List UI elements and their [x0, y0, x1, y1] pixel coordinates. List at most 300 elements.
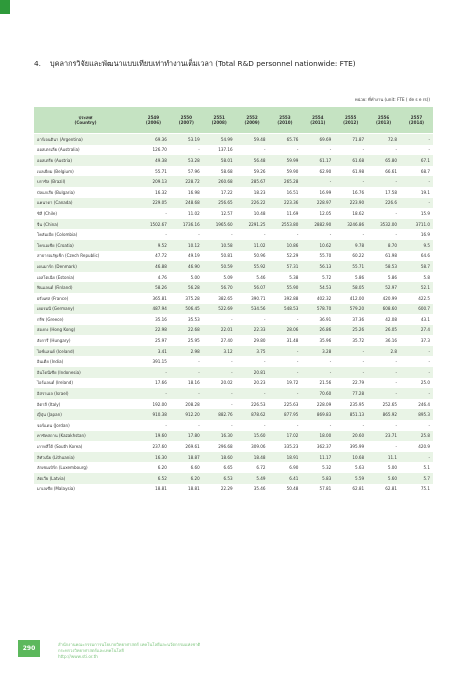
value-cell: 56.48	[236, 155, 269, 166]
table-row	[34, 431, 433, 442]
value-cell: 75.1	[400, 484, 433, 495]
value-cell: 3.75	[236, 346, 269, 357]
country-cell: ออสเตรเลีย (Australia)	[34, 145, 137, 156]
value-cell: 506.45	[170, 304, 203, 315]
value-cell: 2291.25	[236, 219, 269, 230]
value-cell: 851.13	[334, 409, 367, 420]
value-cell: 608.60	[367, 304, 400, 315]
column-header-year	[400, 107, 433, 134]
value-cell: 11.02	[236, 240, 269, 251]
value-cell: 5.49	[236, 473, 269, 484]
value-cell: 228.72	[170, 176, 203, 187]
column-header-year	[367, 107, 400, 134]
value-cell: 208.28	[170, 399, 203, 410]
value-cell: -	[236, 145, 269, 156]
column-header-line2: (2012)	[343, 120, 359, 125]
column-header-line2: (Country)	[74, 120, 97, 125]
column-header-line2: (2009)	[244, 120, 260, 125]
value-cell: 22.98	[137, 325, 170, 336]
value-cell: 16.30	[137, 452, 170, 463]
value-cell: 309.06	[236, 441, 269, 452]
value-cell: -	[367, 208, 400, 219]
value-cell: 26.86	[301, 325, 334, 336]
value-cell: 5.59	[334, 473, 367, 484]
value-cell: 223.90	[334, 198, 367, 209]
value-cell: 1736.16	[170, 219, 203, 230]
value-cell: -	[203, 314, 236, 325]
column-header-year	[236, 107, 269, 134]
value-cell: 600.7	[400, 304, 433, 315]
value-cell: 37.36	[334, 314, 367, 325]
value-cell: 548.53	[269, 304, 302, 315]
value-cell: 65.76	[269, 134, 302, 145]
value-cell: 17.22	[203, 187, 236, 198]
top-accent-bar	[0, 0, 10, 14]
value-cell: 10.62	[301, 240, 334, 251]
country-cell: อินโดนีเซีย (Indonesia)	[34, 367, 137, 378]
value-cell: 237.60	[137, 441, 170, 452]
value-cell: 869.83	[301, 409, 334, 420]
value-cell: 58.53	[367, 261, 400, 272]
value-cell: -	[269, 229, 302, 240]
table-row	[34, 229, 433, 240]
value-cell: 20.23	[236, 378, 269, 389]
value-cell: 57.81	[301, 484, 334, 495]
value-cell: -	[301, 420, 334, 431]
value-cell: 5.32	[301, 462, 334, 473]
value-cell: 71.87	[334, 134, 367, 145]
value-cell: 15.60	[236, 431, 269, 442]
value-cell: 47.72	[137, 251, 170, 262]
value-cell: 77.28	[334, 388, 367, 399]
value-cell: -	[203, 420, 236, 431]
column-header-line2: (2014)	[408, 120, 425, 125]
value-cell: 877.95	[269, 409, 302, 420]
value-cell: -	[269, 346, 302, 357]
value-cell: 17.66	[137, 378, 170, 389]
value-cell: -	[170, 388, 203, 399]
value-cell: 12.05	[301, 208, 334, 219]
value-cell: 55.90	[269, 282, 302, 293]
value-cell: 285.67	[236, 176, 269, 187]
value-cell: 11.02	[170, 208, 203, 219]
value-cell: 58.01	[203, 155, 236, 166]
value-cell: 1965.60	[203, 219, 236, 230]
value-cell: 10.86	[269, 240, 302, 251]
value-cell: 56.28	[170, 282, 203, 293]
value-cell: 59.90	[269, 166, 302, 177]
value-cell: -	[137, 420, 170, 431]
value-cell: -	[367, 145, 400, 156]
value-cell: 269.61	[170, 441, 203, 452]
country-cell: เยอรมนี (Germany)	[34, 304, 137, 315]
value-cell: -	[301, 176, 334, 187]
value-cell: -	[137, 229, 170, 240]
value-cell: 35.96	[301, 335, 334, 346]
value-cell: 53.19	[170, 134, 203, 145]
value-cell: 422.5	[400, 293, 433, 304]
table-row	[34, 335, 433, 346]
country-cell: อิตาลี (Italy)	[34, 399, 137, 410]
value-cell: 57.31	[269, 261, 302, 272]
value-cell: 59.48	[236, 134, 269, 145]
value-cell: -	[170, 229, 203, 240]
value-cell: 58.26	[137, 282, 170, 293]
value-cell: 5.7	[400, 473, 433, 484]
column-header-line2: (2008)	[211, 120, 227, 125]
column-header-line2: (2011)	[310, 120, 326, 125]
value-cell: 15.9	[400, 208, 433, 219]
value-cell: 72.8	[367, 134, 400, 145]
section-number: 4.	[34, 59, 41, 68]
table-row	[34, 441, 433, 452]
value-cell: 25.0	[400, 378, 433, 389]
value-cell: 395.99	[334, 441, 367, 452]
value-cell: 21.56	[301, 378, 334, 389]
value-cell: 878.62	[236, 409, 269, 420]
value-cell: 3.28	[301, 346, 334, 357]
value-cell: 61.17	[301, 155, 334, 166]
table-row	[34, 176, 433, 187]
value-cell: -	[301, 229, 334, 240]
value-cell: 49.19	[170, 251, 203, 262]
value-cell: 1502.67	[137, 219, 170, 230]
value-cell: 56.13	[301, 261, 334, 272]
column-header-line1: 2549	[147, 114, 160, 120]
country-cell: ญี่ปุ่น (Japan)	[34, 409, 137, 420]
value-cell: -	[334, 346, 367, 357]
value-cell: -	[170, 145, 203, 156]
section-title: บุคลากรวิจัยและพัฒนาแบบเทียบเท่าทำงานเต็มเวลา (Total R&D personnel nationwide: FTE)	[50, 59, 356, 68]
country-cell: โคลัมเบีย (Colombia)	[34, 229, 137, 240]
footer-url-link[interactable]: http://www.sti.or.th	[58, 654, 98, 659]
value-cell: 35.16	[137, 314, 170, 325]
value-cell: 265.28	[269, 176, 302, 187]
value-cell: 56.70	[203, 282, 236, 293]
value-cell: 335.23	[269, 441, 302, 452]
value-cell: 56.07	[236, 282, 269, 293]
country-cell: ไอร์แลนด์ (Ireland)	[34, 378, 137, 389]
value-cell: 865.92	[367, 409, 400, 420]
column-header-year	[170, 107, 203, 134]
value-cell: -	[236, 388, 269, 399]
value-cell: 59.26	[236, 166, 269, 177]
value-cell: -	[400, 452, 433, 463]
country-cell: ลักเซมเบิร์ก (Luxembourg)	[34, 462, 137, 473]
value-cell: 16.9	[400, 229, 433, 240]
value-cell: -	[400, 388, 433, 399]
value-cell: -	[269, 420, 302, 431]
value-cell: 55.71	[137, 166, 170, 177]
value-cell: 3532.00	[367, 219, 400, 230]
value-cell: 5.86	[367, 272, 400, 283]
page-heading	[34, 59, 356, 70]
value-cell: -	[367, 378, 400, 389]
value-cell: 402.32	[301, 293, 334, 304]
value-cell: 228.09	[301, 399, 334, 410]
value-cell: 420.99	[367, 293, 400, 304]
value-cell: 62.90	[301, 166, 334, 177]
value-cell: -	[301, 367, 334, 378]
table-body	[34, 134, 433, 495]
column-header-line2: (2006)	[145, 120, 161, 125]
table-row	[34, 420, 433, 431]
table-row	[34, 282, 433, 293]
value-cell: 57.96	[170, 166, 203, 177]
value-cell: 248.68	[170, 198, 203, 209]
value-cell: -	[367, 229, 400, 240]
value-cell: -	[400, 198, 433, 209]
value-cell: 5.46	[236, 272, 269, 283]
value-cell: 5.83	[301, 473, 334, 484]
value-cell: 18.23	[236, 187, 269, 198]
value-cell: 2.8	[367, 346, 400, 357]
country-cell: ไอซ์แลนด์ (Iceland)	[34, 346, 137, 357]
value-cell: 9.78	[334, 240, 367, 251]
footer-org-line: สำนักงานคณะกรรมการนโยบายวิทยาศาสตร์ เทคโนโลยีและนวัตกรรมแห่งชาติ	[58, 642, 201, 647]
value-cell: 10.12	[170, 240, 203, 251]
value-cell: 58.7	[400, 261, 433, 272]
value-cell: 392.88	[269, 293, 302, 304]
table-row	[34, 187, 433, 198]
value-cell: 16.76	[334, 187, 367, 198]
value-cell: 137.16	[203, 145, 236, 156]
table-row	[34, 251, 433, 262]
value-cell: 6.90	[269, 462, 302, 473]
value-cell: 25.26	[334, 325, 367, 336]
value-cell: 11.69	[269, 208, 302, 219]
value-cell: 226.53	[236, 399, 269, 410]
country-cell: เกาหลีใต้ (South Korea)	[34, 441, 137, 452]
country-cell: ชิลี (Chile)	[34, 208, 137, 219]
column-header-line1: 2554	[312, 114, 324, 120]
value-cell: 18.81	[137, 484, 170, 495]
footer-text	[58, 642, 200, 660]
table-row	[34, 367, 433, 378]
value-cell: 18.81	[170, 484, 203, 495]
unit-label: หน่วย: ที่ทำงาน (unit: FTE ( de s e rs))	[354, 97, 430, 102]
value-cell: -	[400, 346, 433, 357]
value-cell: 225.63	[269, 399, 302, 410]
value-cell: 246.4	[400, 399, 433, 410]
value-cell: 223.36	[269, 198, 302, 209]
value-cell: 10.68	[334, 452, 367, 463]
value-cell: 4.76	[137, 272, 170, 283]
value-cell: 50.81	[203, 251, 236, 262]
value-cell: 6.72	[236, 462, 269, 473]
value-cell: 5.63	[334, 462, 367, 473]
table-row	[34, 134, 433, 145]
value-cell: 209.13	[137, 176, 170, 187]
value-cell: 31.48	[269, 335, 302, 346]
value-cell: 16.30	[203, 431, 236, 442]
value-cell: 26.05	[367, 325, 400, 336]
column-header-line2: (2013)	[375, 120, 392, 125]
value-cell: 382.65	[203, 293, 236, 304]
value-cell: -	[203, 388, 236, 399]
value-cell: 9.5	[400, 240, 433, 251]
table-row	[34, 452, 433, 463]
country-cell: อิสราเอล (Israel)	[34, 388, 137, 399]
value-cell: 54.53	[301, 282, 334, 293]
value-cell: 16.32	[137, 187, 170, 198]
column-header-line1: 2552	[246, 114, 258, 120]
table-row	[34, 409, 433, 420]
table-row	[34, 272, 433, 283]
value-cell: 37.3	[400, 335, 433, 346]
country-cell: บัลแกเรีย (Bulgaria)	[34, 187, 137, 198]
value-cell: 17.58	[367, 187, 400, 198]
value-cell: 9.52	[137, 240, 170, 251]
value-cell: 22.01	[203, 325, 236, 336]
value-cell: 420.9	[400, 441, 433, 452]
table-row	[34, 462, 433, 473]
column-header-line2: (2010)	[277, 120, 293, 125]
value-cell: -	[400, 356, 433, 367]
value-cell: 6.65	[203, 462, 236, 473]
value-cell: -	[334, 176, 367, 187]
value-cell: 69.69	[301, 134, 334, 145]
value-cell: 252.65	[367, 399, 400, 410]
page-number-badge: 290	[18, 640, 40, 657]
column-header-line1: 2550	[180, 114, 193, 120]
value-cell: 20.60	[334, 431, 367, 442]
value-cell: 5.00	[367, 462, 400, 473]
value-cell: 6.20	[170, 473, 203, 484]
value-cell: -	[400, 134, 433, 145]
table-row	[34, 388, 433, 399]
table-row	[34, 145, 433, 156]
value-cell: 12.57	[203, 208, 236, 219]
value-cell: 50.59	[203, 261, 236, 272]
value-cell: -	[367, 441, 400, 452]
value-cell: -	[367, 356, 400, 367]
value-cell: -	[367, 420, 400, 431]
value-cell: 487.94	[137, 304, 170, 315]
country-cell: อินเดีย (India)	[34, 356, 137, 367]
value-cell: 578.70	[301, 304, 334, 315]
column-header-year	[301, 107, 334, 134]
value-cell: -	[170, 367, 203, 378]
value-cell: 18.62	[334, 208, 367, 219]
value-cell: 53.28	[170, 155, 203, 166]
value-cell: -	[301, 356, 334, 367]
value-cell: 5.86	[334, 272, 367, 283]
value-cell: -	[203, 399, 236, 410]
value-cell: 23.71	[367, 431, 400, 442]
value-cell: -	[334, 367, 367, 378]
value-cell: 365.81	[137, 293, 170, 304]
value-cell: -	[236, 314, 269, 325]
value-cell: 192.00	[137, 399, 170, 410]
country-cell: มาเลเซีย (Malaysia)	[34, 484, 137, 495]
value-cell: 36.16	[367, 335, 400, 346]
country-cell: ฮ่องกง (Hong Kong)	[34, 325, 137, 336]
value-cell: 912.20	[170, 409, 203, 420]
value-cell: 50.96	[236, 251, 269, 262]
value-cell: 55.92	[236, 261, 269, 272]
country-cell: โครเอเชีย (Croatia)	[34, 240, 137, 251]
value-cell: -	[367, 367, 400, 378]
value-cell: -	[137, 208, 170, 219]
value-cell: 412.00	[334, 293, 367, 304]
table-row	[34, 261, 433, 272]
value-cell: 61.68	[334, 155, 367, 166]
column-header-line1: ประเทศ	[78, 114, 93, 120]
value-cell: 6.53	[203, 473, 236, 484]
value-cell: -	[137, 388, 170, 399]
value-cell: 10.58	[203, 240, 236, 251]
value-cell: -	[269, 356, 302, 367]
value-cell: 5.00	[170, 272, 203, 283]
value-cell: 5.09	[203, 272, 236, 283]
country-cell: ฮังการี (Hungary)	[34, 335, 137, 346]
country-cell: อาร์เจนตินา (Argentina)	[34, 134, 137, 145]
country-cell: แคนาดา (Canada)	[34, 198, 137, 209]
value-cell: 61.98	[334, 166, 367, 177]
value-cell: -	[203, 367, 236, 378]
column-header-line1: 2555	[344, 114, 357, 120]
value-cell: 43.1	[400, 314, 433, 325]
value-cell: 3711.0	[400, 219, 433, 230]
value-cell: 16.98	[170, 187, 203, 198]
value-cell: 42.08	[367, 314, 400, 325]
value-cell: -	[334, 229, 367, 240]
value-cell: -	[269, 314, 302, 325]
value-cell: 52.97	[367, 282, 400, 293]
value-cell: 2.98	[170, 346, 203, 357]
value-cell: 235.95	[334, 399, 367, 410]
value-cell: -	[334, 145, 367, 156]
value-cell: 579.20	[334, 304, 367, 315]
value-cell: 228.97	[301, 198, 334, 209]
value-cell: -	[203, 229, 236, 240]
value-cell: 62.81	[367, 484, 400, 495]
value-cell: 296.68	[203, 441, 236, 452]
value-cell: 226.6	[367, 198, 400, 209]
value-cell: 260.68	[203, 176, 236, 187]
value-cell: 19.1	[400, 187, 433, 198]
value-cell: -	[334, 356, 367, 367]
value-cell: -	[400, 145, 433, 156]
value-cell: -	[137, 367, 170, 378]
value-cell: 11.1	[367, 452, 400, 463]
value-cell: 5.8	[400, 272, 433, 283]
value-cell: 895.3	[400, 409, 433, 420]
value-cell: 52.29	[269, 251, 302, 262]
value-cell: -	[400, 420, 433, 431]
value-cell: 62.81	[334, 484, 367, 495]
value-cell: 5.60	[367, 473, 400, 484]
value-cell: 67.1	[400, 155, 433, 166]
table-row	[34, 378, 433, 389]
value-cell: 19.72	[269, 378, 302, 389]
value-cell: 22.33	[236, 325, 269, 336]
table-row	[34, 208, 433, 219]
column-header-year	[203, 107, 236, 134]
value-cell: 54.99	[203, 134, 236, 145]
value-cell: 52.1	[400, 282, 433, 293]
table-row	[34, 314, 433, 325]
value-cell: 66.61	[367, 166, 400, 177]
value-cell: 22.79	[334, 378, 367, 389]
value-cell: 3.12	[203, 346, 236, 357]
footer-ministry-line: กระทรวงวิทยาศาสตร์และเทคโนโลยี	[58, 648, 124, 653]
value-cell: 36.91	[301, 314, 334, 325]
value-cell: -	[301, 145, 334, 156]
country-cell: คาซัคสถาน (Kazakhstan)	[34, 431, 137, 442]
value-cell: -	[236, 420, 269, 431]
